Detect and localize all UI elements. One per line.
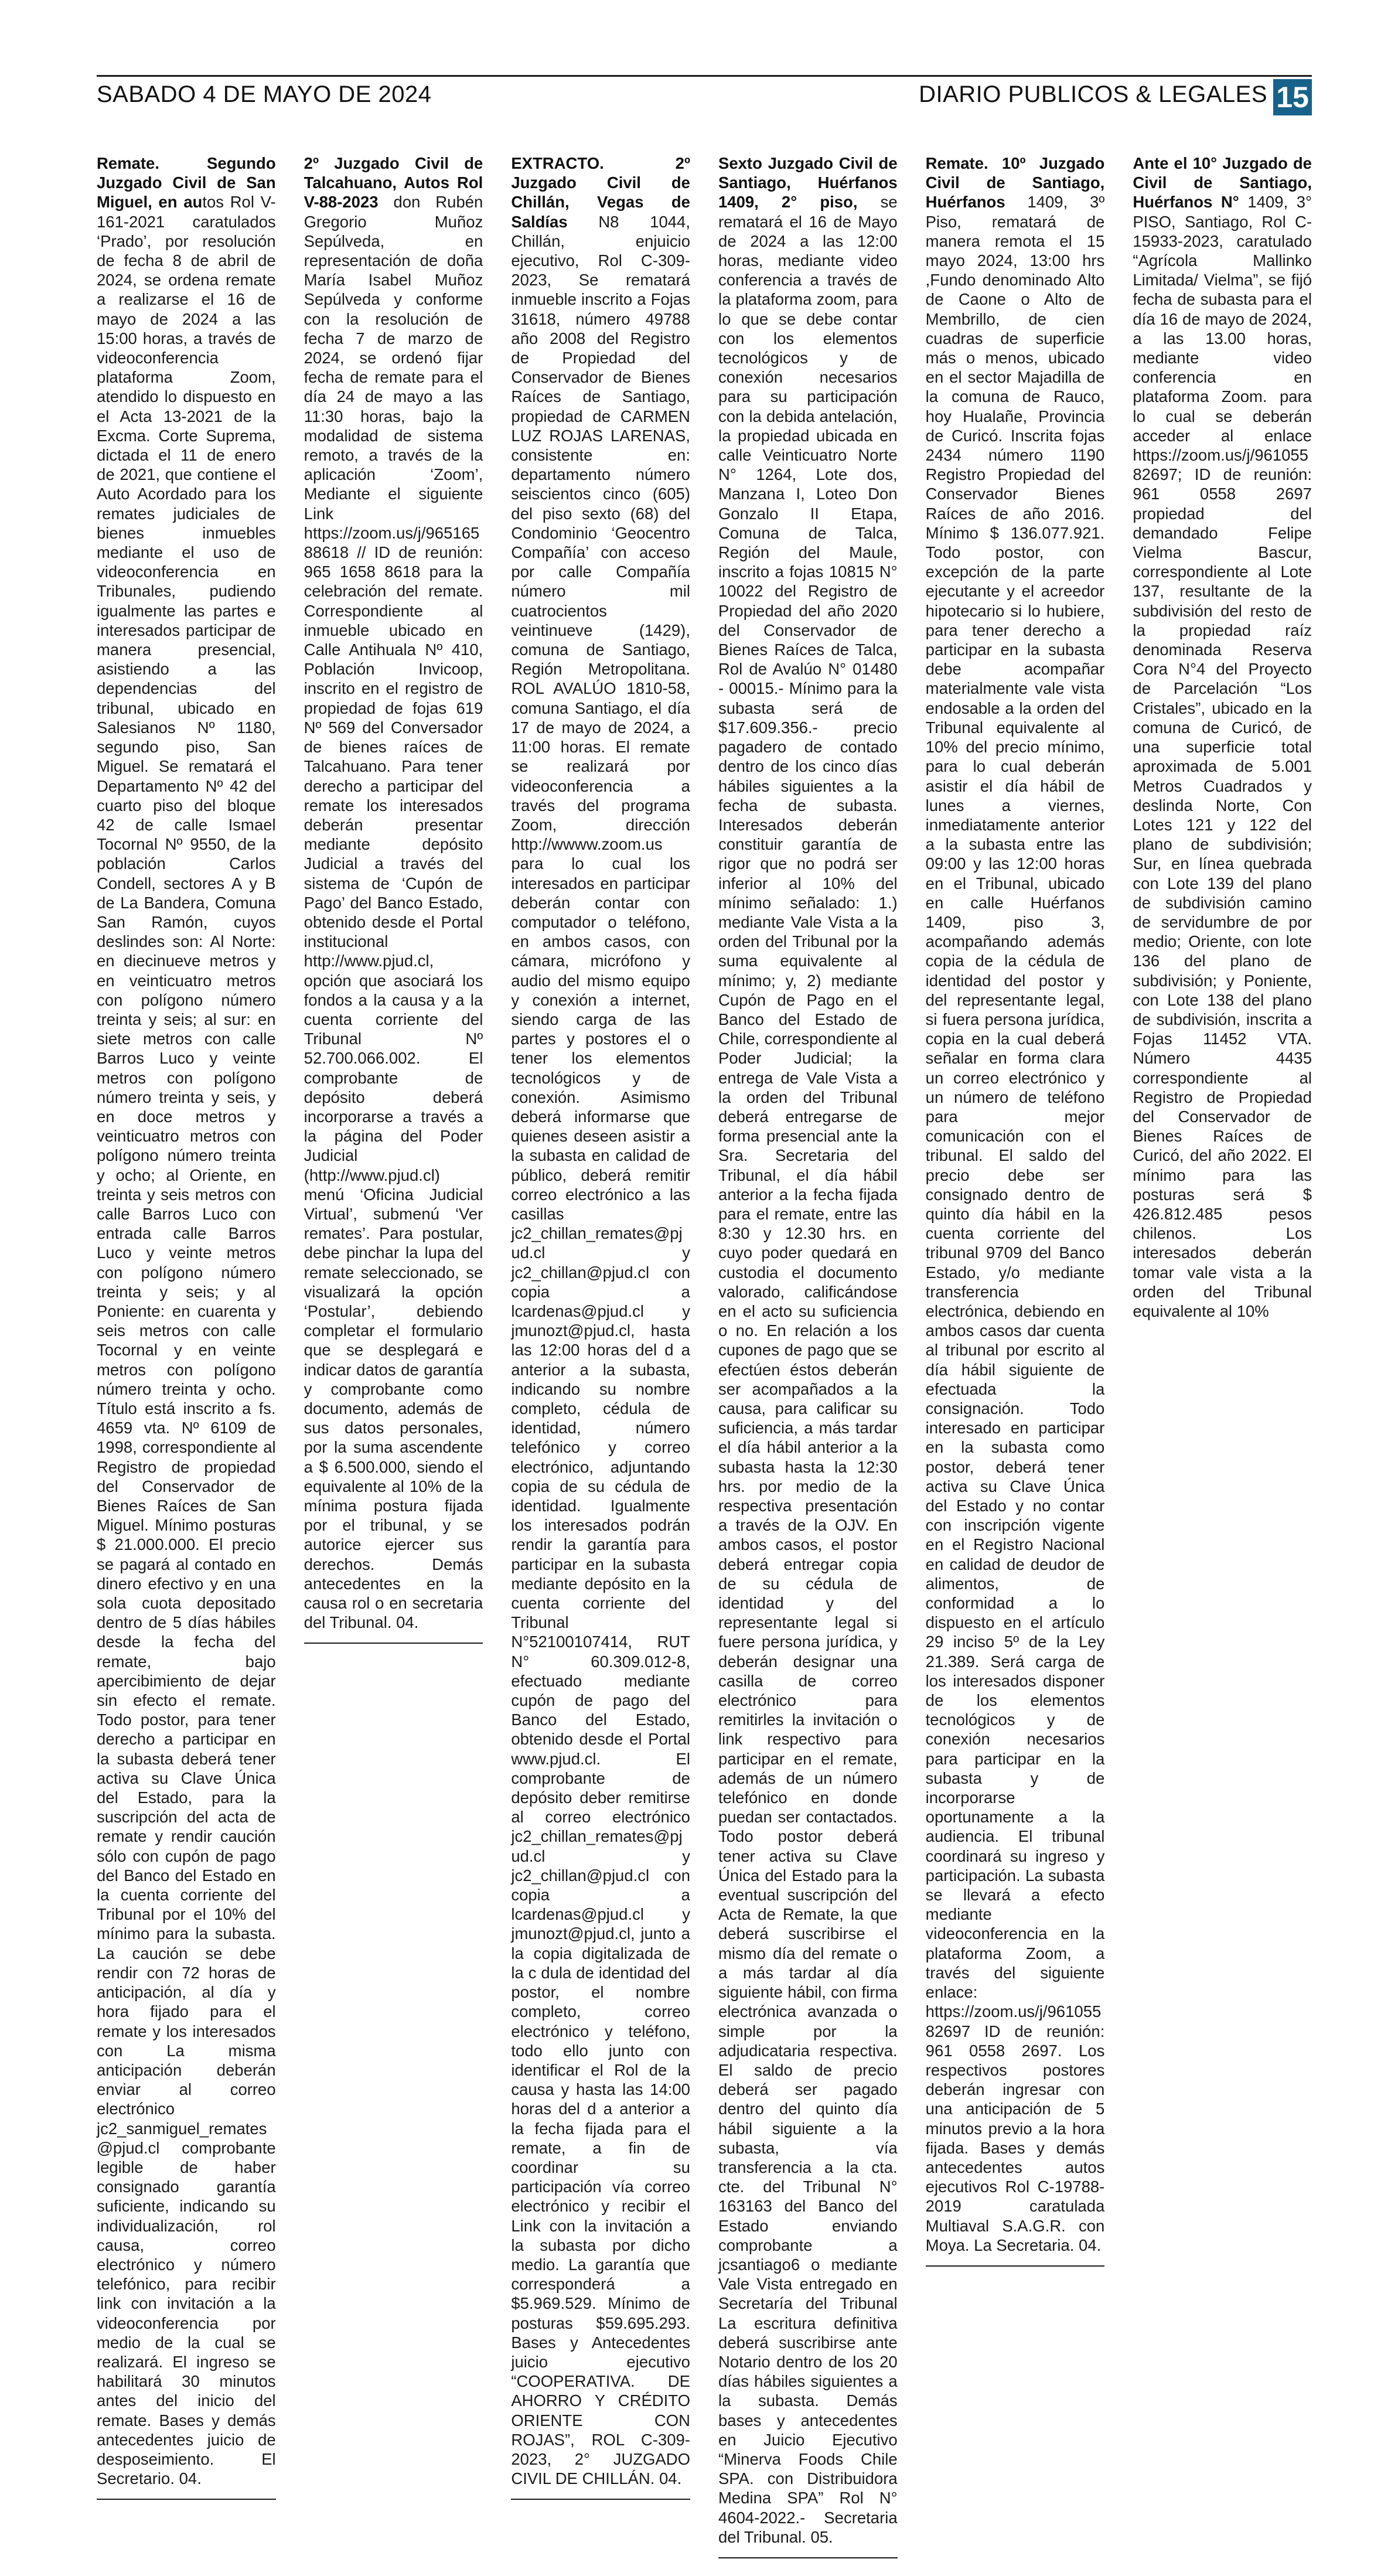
page-number-badge: 15 [1273, 79, 1312, 115]
notice-body: don Rubén Gregorio Muñoz Sepúlveda, en representación de doña María Isabel Muñoz Sepúlveda y conforme con la resolución de fecha 7 de marzo de 2024, se ordenó fijar fecha de remate para el día 24 de mayo a las 11:30 horas, bajo la modalidad de sistema remoto, a través de la aplicación ‘Zoom’, Mediante el siguiente Link https://zoom.us/j/96516588618 // ID de reunión: 965 1658 8618 para la celebración del remate. Correspondiente al inmueble ubicado en Calle Antihuala Nº 410, Población Invicoop, inscrito en el registro de propiedad de fojas 619 Nº 569 del Conversador de bienes raíces de Talcahuano. Para tener derecho a participar del remate los interesados deberán presentar mediante depósito Judicial a través del sistema de ‘Cupón de Pago’ del Banco Estado, obtenido desde el Portal institucional http://www.pjud.cl, opción que asociará los fondos a la causa y a la cuenta corriente del Tribunal Nº 52.700.066.002. El comprobante de depósito deberá incorporarse a través a la página del Poder Judicial (http://www.pjud.cl) menú ‘Oficina Judicial Virtual’, submenú ‘Ver remates’. Para postular, debe pinchar la lupa del remate seleccionado, se visualizará la opción ‘Postular’, debiendo completar el formulario que se desplegará e indicar datos de garantía y comprobante como documento, además de sus datos personales, por la suma ascendente a $ 6.500.000, siendo el equivalente al 10% de la mínima postura fijada por el tribunal, y se autorice ejercer sus derechos. Demás antecedentes en la causa rol o en secretaria del Tribunal. 04. [304, 193, 483, 1632]
legal-notice [304, 154, 483, 1632]
notice-heading: EXTRACTO. 2º Juzgado Civil de Chillán, Vegas de Saldías [511, 154, 690, 231]
notice-divider [718, 2557, 898, 2558]
classifieds-columns [97, 154, 1312, 2546]
notice-divider [304, 1643, 483, 1644]
notice-divider [511, 2499, 690, 2500]
notice-body: tos Rol V-161-2021 caratulados ‘Prado’, por resolución de fecha 8 de abril de 2024, se ordena remate a realizarse el 16 de mayo de 2024 a las 15:00 horas, a través de videoconferencia plataforma Zoom, atendido lo dispuesto en el Acta 13-2021 de la Excma. Corte Suprema, dictada el 11 de enero de 2021, que contiene el Auto Acordado para los remates judiciales de bienes inmuebles mediante el uso de videoconferencia en Tribunales, pudiendo igualmente las partes e interesados participar de manera presencial, asistiendo a las dependencias del tribunal, ubicado en Salesianos Nº 1180, segundo piso, San Miguel. Se rematará el Departamento Nº 42 del cuarto piso del bloque 42 de calle Ismael Tocornal Nº 9550, de la población Carlos Condell, sectores A y B de La Bandera, Comuna San Ramón, cuyos deslindes son: Al Norte: en diecinueve metros y en veinticuatro metros con polígono número treinta y seis; al sur: en siete metros con calle Barros Luco y veinte metros con polígono número treinta y seis, y en doce metros y veinticuatro metros con polígono número treinta y ocho; al Oriente, en treinta y seis metros con calle Barros Luco con entrada calle Barros Luco y veinte metros con polígono número treinta y seis; y al Poniente: en cuarenta y seis metros con calle Tocornal y en veinte metros con polígono número treinta y ocho. Título está inscrito a fs. 4659 vta. Nº 6109 de 1998, correspondiente al Registro de propiedad del Conservador de Bienes Raíces de San Miguel. Mínimo posturas $ 21.000.000. El precio se pagará al contado en dinero efectivo y en una sola cuota depositado dentro de 5 días hábiles desde la fecha del remate, bajo apercibimiento de dejar sin efecto el remate. Todo postor, para tener derecho a participar en la subasta deberá tener activa su Clave Única del Estado, para la suscripción del acta de remate y rendir caución sólo con cupón de pago del Banco del Estado en la cuenta corriente del Tribunal por el 10% del mínimo para la subasta. La caución se debe rendir con 72 horas de anticipación, al día y hora fijado para el remate y los interesados con La misma anticipación deberán enviar al correo electrónico jc2_sanmiguel_remates@pjud.cl comprobante legible de haber consignado garantía suficiente, indicando su individualización, rol causa, correo electrónico y número telefónico, para recibir link con invitación a la videoconferencia por medio de la cual se realizará. El ingreso se habilitará 30 minutos antes del inicio del remate. Bases y demás antecedentes juicio de desposeimiento. El Secretario. 04. [97, 193, 276, 2488]
notice-divider [97, 2499, 276, 2500]
notice-heading: Sexto Juzgado Civil de Santiago, Huérfanos 1409, 2° piso, [718, 154, 898, 212]
masthead-title: DIARIO PUBLICOS & LEGALES [919, 81, 1267, 107]
notice-body: se rematará el 16 de Mayo de 2024 a las 12:00 horas, mediante video conferencia a través de la plataforma zoom, para lo que se debe contar con los elementos tecnológicos y de conexión necesarios para su participación con la debida antelación, la propiedad ubicada en calle Veinticuatro Norte N° 1264, Lote dos, Manzana I, Loteo Don Gonzalo II Etapa, Comuna de Talca, Región del Maule, inscrito a fojas 10815 N° 10022 del Registro de Propiedad del año 2020 del Conservador de Bienes Raíces de Talca, Rol de Avalúo N° 01480 - 00015.- Mínimo para la subasta será de $17.609.356.- precio pagadero de contado dentro de los cinco días hábiles siguientes a la fecha de subasta. Interesados deberán constituir garantía de rigor que no podrá ser inferior al 10% del mínimo señalado: 1.) mediante Vale Vista a la orden del Tribunal por la suma equivalente al mínimo; y, 2) mediante Cupón de Pago en el Banco del Estado de Chile, correspondiente al Poder Judicial; la entrega de Vale Vista a la orden del Tribunal deberá entregarse de forma presencial ante la Sra. Secretaria del Tribunal, el día hábil anterior a la fecha fijada para el remate, entre las 8:30 y 12.30 hrs. en cuyo poder quedará en custodia el documento valorado, calificándose en el acto su suficiencia o no. En relación a los cupones de pago que se efectúen éstos deberán ser acompañados a la causa, para calificar su suficiencia, a más tardar el día hábil anterior a la subasta hasta la 12:30 hrs. por medio de la respectiva presentación a través de la OJV. En ambos casos, el postor deberá entregar copia de su cédula de identidad y del representante legal si fuere persona jurídica, y deberán designar una casilla de correo electrónico para remitirles la invitación o link respectivo para participar en el remate, además de un número telefónico en donde puedan ser contactados. Todo postor deberá tener activa su Clave Única del Estado para la eventual suscripción del Acta de Remate, la que deberá suscribirse el mismo día del remate o a más tardar al día siguiente hábil, con firma electrónica avanzada o simple por la adjudicataria respectiva. El saldo de precio deberá ser pagado dentro del quinto día hábil siguiente a la subasta, vía transferencia a la cta. cte. del Tribunal N° 163163 del Banco del Estado enviando comprobante a jcsantiago6 o mediante Vale Vista entregado en Secretaría del Tribunal La escritura definitiva deberá suscribirse ante Notario dentro de los 20 días hábiles siguientes a la subasta. Demás bases y antecedentes en Juicio Ejecutivo “Minerva Foods Chile SPA. con Distribuidora Medina SPA” Rol N° 4604-2022.- Secretaria del Tribunal. 05. [718, 193, 898, 2546]
page-header [97, 75, 1312, 117]
column-3 [511, 154, 690, 2576]
notice-body: 1409, 3º Piso, rematará de manera remota el 15 mayo 2024, 13:00 hrs ,Fundo denominado Alto de Caone o Alto de Membrillo, de cien cuadras de superficie más o menos, ubicado en el sector Majadilla de la comuna de Rauco, hoy Hualañe, Provincia de Curicó. Inscrita fojas 2434 número 1190 Registro Propiedad del Conservador Bienes Raíces de año 2016. Mínimo $ 136.077.921. Todo postor, con excepción de la parte ejecutante y el acreedor hipotecario si lo hubiere, para tener derecho a participar en la subasta debe acompañar materialmente vale vista endosable a la orden del Tribunal equivalente al 10% del precio mínimo, para lo cual deberán asistir el día hábil de lunes a viernes, inmediatamente anterior a la subasta entre las 09:00 y las 12:00 horas en el Tribunal, ubicado en calle Huérfanos 1409, piso 3, acompañando además copia de la cédula de identidad del postor y del representante legal, si fuera persona jurídica, copia en la cual deberá señalar en forma clara un correo electrónico y un número de teléfono para mejor comunicación con el tribunal. El saldo del precio debe ser consignado dentro de quinto día hábil en la cuenta corriente del tribunal 9709 del Banco Estado, y/o mediante transferencia electrónica, debiendo en ambos casos dar cuenta al tribunal por escrito al día hábil siguiente de efectuada la consignación. Todo interesado en participar en la subasta como postor, deberá tener activa su Clave Única del Estado y no contar con inscripción vigente en el Registro Nacional en calidad de deudor de alimentos, de conformidad a lo dispuesto en el artículo 29 inciso 5º de la Ley 21.389. Será carga de los interesados disponer de los elementos tecnológicos y de conexión necesarios para participar en la subasta y de incorporarse oportunamente a la audiencia. El tribunal coordinará su ingreso y participación. La subasta se llevará a efecto mediante videoconferencia en la plataforma Zoom, a través del siguiente enlace: https://zoom.us/j/96105582697 ID de reunión: 961 0558 2697. Los respectivos postores deberán ingresar con una anticipación de 5 minutos previo a la hora fijada. Bases y demás antecedentes autos ejecutivos Rol C-19788-2019 caratulada Multiaval S.A.G.R. con Moya. La Secretaria. 04. [925, 193, 1105, 2254]
column-1 [97, 154, 276, 2576]
notice-heading: 2º Juzgado Civil de Talcahuano, Autos Rol V-88-2023 [304, 154, 483, 212]
legal-notice [718, 154, 898, 2547]
notice-divider [926, 2265, 1105, 2267]
issue-date: SABADO 4 DE MAYO DE 2024 [97, 81, 432, 107]
column-2 [304, 154, 483, 2576]
column-6 [1133, 154, 1312, 2576]
notice-body: 1409, 3° PISO, Santiago, Rol C-15933-2023, caratulado “Agrícola Mallinko Limitada/ Vielma”, se fijó fecha de subasta para el día 16 de mayo de 2024, a las 13.00 horas, mediante video conferencia en plataforma Zoom. para lo cual se deberán acceder al enlace https://zoom.us/j/96105582697; ID de reunión: 961 0558 2697 propiedad del demandado Felipe Vielma Bascur, correspondiente al Lote 137, resultante de la subdivisión del resto de la propiedad raíz denominada Reserva Cora N°4 del Proyecto de Parcelación “Los Cristales”, ubicado en la comuna de Curicó, de una superficie total aproximada de 5.001 Metros Cuadrados y deslinda Norte, Con Lotes 121 y 122 del plano de subdivisión; Sur, en línea quebrada con Lote 139 del plano de subdivisión camino de servidumbre de por medio; Oriente, con lote 136 del plano de subdivisión; y Poniente, con Lote 138 del plano de subdivisión, inscrita a Fojas 11452 VTA. Número 4435 correspondiente al Registro de Propiedad del Conservador de Bienes Raíces de Curicó, del año 2022. El mínimo para las posturas será $ 426.812.485 pesos chilenos. Los interesados deberán tomar vale vista a la orden del Tribunal equivalente al 10% [1133, 193, 1312, 1320]
legal-notice [97, 154, 276, 2488]
column-5 [926, 154, 1105, 2576]
legal-notice [511, 154, 690, 2488]
notice-heading: Remate. 10º Juzgado Civil de Santiago, Huérfanos [925, 154, 1105, 212]
notice-body: N8 1044, Chillán, enjuicio ejecutivo, Rol C-309-2023, Se rematará inmueble inscrito a Fojas 31618, número 49788 año 2008 del Registro de Propiedad del Conservador de Bienes Raíces de Santiago, propiedad de CARMEN LUZ ROJAS LARENAS, consistente en: departamento número seiscientos cinco (605) del piso sexto (68) del Condominio ‘Geocentro Compañía’ con acceso por calle Compañía número mil cuatrocientos veintinueve (1429), comuna de Santiago, Región Metropolitana. ROL AVALÚO 1810-58, comuna Santiago, el día 17 de mayo de 2024, a 11:00 horas. El remate se realizará por videoconferencia a través del programa Zoom, dirección http://wwww.zoom.us para lo cual los interesados en participar deberán contar con computador o teléfono, en ambos casos, con cámara, micrófono y audio del mismo equipo y conexión a internet, siendo carga de las partes y postores el o tener los elementos tecnológicos y de conexión. Asimismo deberá informarse que quienes deseen asistir a la subasta en calidad de público, deberá remitir correo electrónico a las casillas jc2_chillan_remates@pjud.cl y jc2_chillan@pjud.cl con copia a lcardenas@pjud.cl y jmunozt@pjud.cl, hasta las 12:00 horas del d a anterior a la subasta, indicando su nombre completo, cédula de identidad, número telefónico y correo electrónico, adjuntando copia de su cédula de identidad. Igualmente los interesados podrán rendir la garantía para participar en la subasta mediante depósito en la cuenta corriente del Tribunal N°52100107414, RUT N° 60.309.012-8, efectuado mediante cupón de pago del Banco del Estado, obtenido desde el Portal www.pjud.cl. El comprobante de depósito deber remitirse al correo electrónico jc2_chillan_remates@pjud.cl y jc2_chillan@pjud.cl con copia a lcardenas@pjud.cl y jmunozt@pjud.cl, junto a la copia digitalizada de la c dula de identidad del postor, el nombre completo, correo electrónico y teléfono, todo ello junto con identificar el Rol de la causa y hasta las 14:00 horas del d a anterior a la fecha fijada para el remate, a fin de coordinar su participación vía correo electrónico y recibir el Link con la invitación a la subasta por dicho medio. La garantía que corresponderá a $5.969.529. Mínimo de posturas $59.695.293. Bases y Antecedentes juicio ejecutivo “COOPERATIVA. DE AHORRO Y CRÉDITO ORIENTE CON ROJAS”, ROL C-309-2023, 2° JUZGADO CIVIL DE CHILLÁN. 04. [511, 212, 690, 2488]
legal-notice [1133, 154, 1312, 1321]
notice-heading: Ante el 10° Juzgado de Civil de Santiago, Huérfanos N° [1133, 154, 1312, 212]
column-4 [718, 154, 898, 2576]
notice-heading: Remate. Segundo Juzgado Civil de San Miguel, en au [97, 154, 276, 212]
legal-notice [926, 154, 1105, 2255]
